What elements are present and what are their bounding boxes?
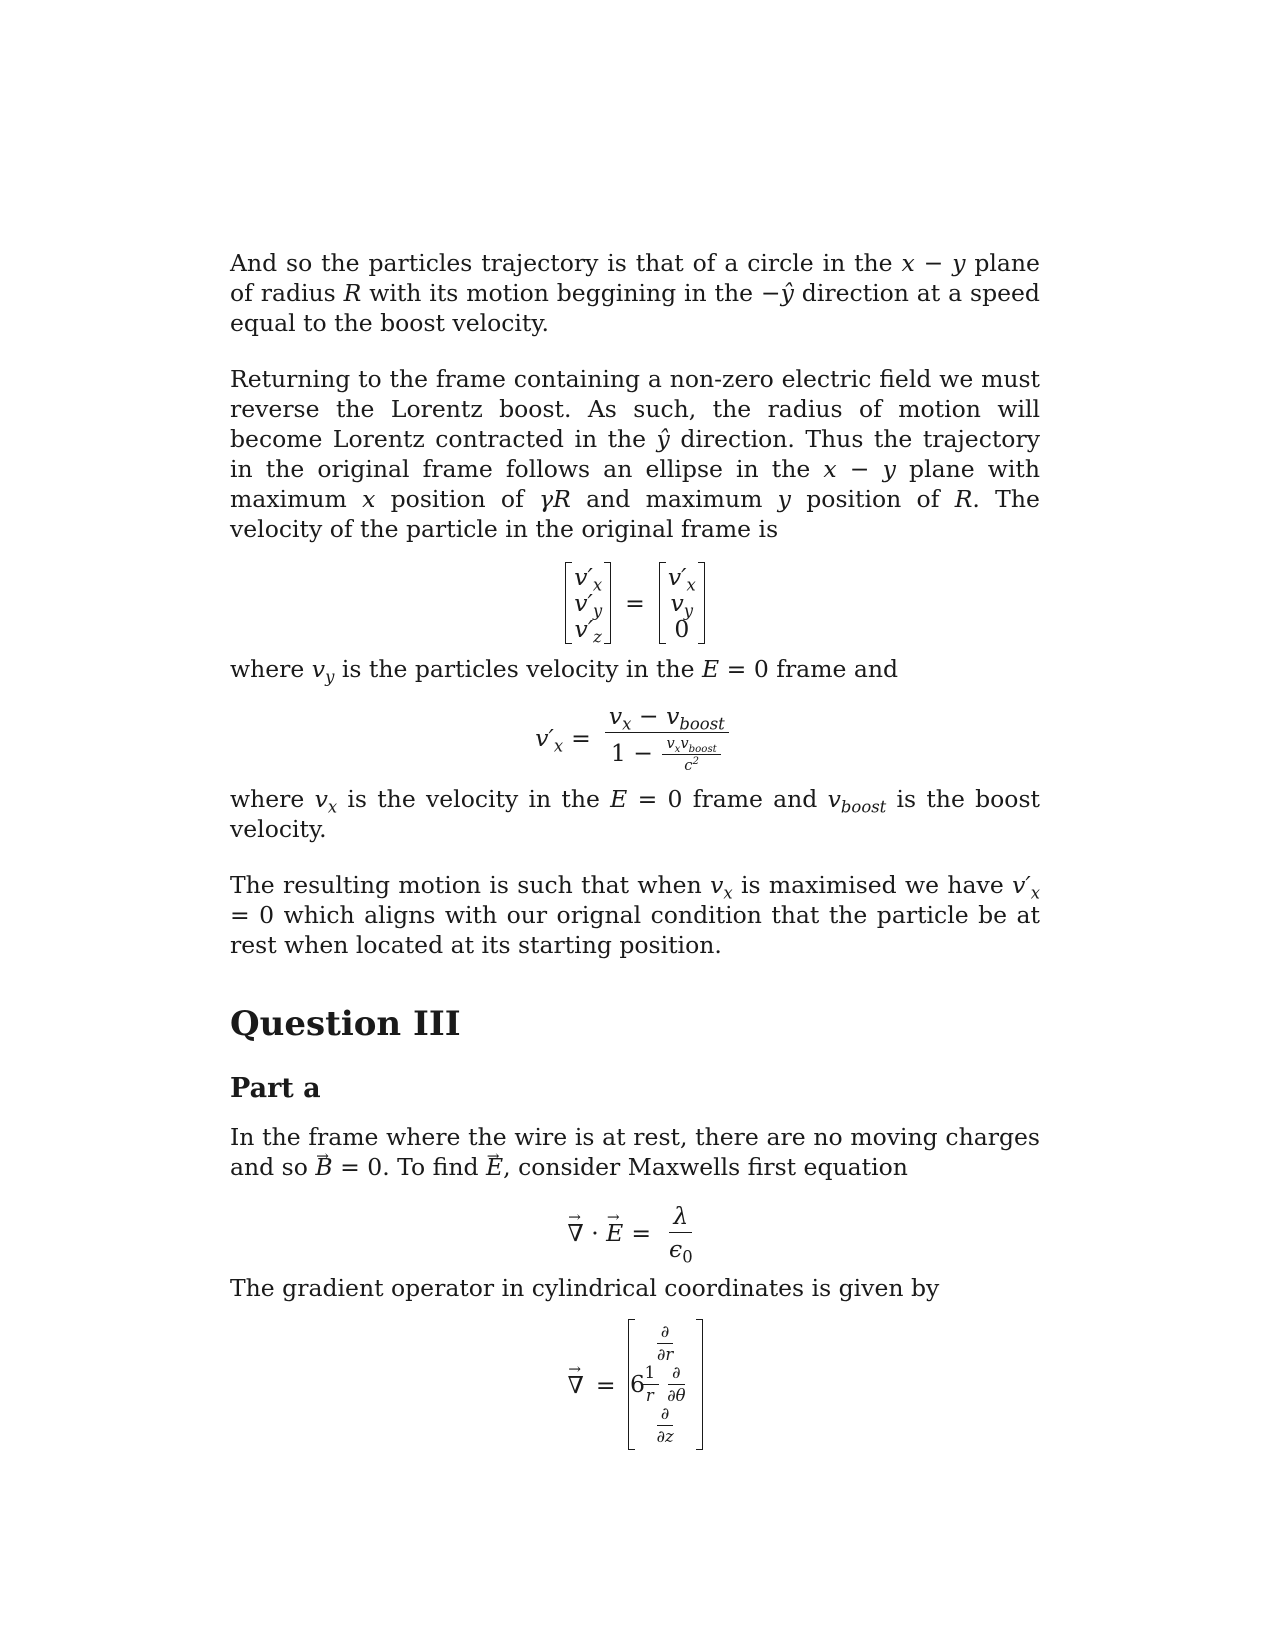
paragraph-vx-definition: where $v_x$ is the velocity in the E = 0 frame and $v_{boost}$ is the boost velocity. [230, 785, 1040, 843]
equation-gauss-law: → ∇ · → E = $\frac{\lambda}{\epsilon_0}$ [230, 1202, 1040, 1263]
equation-velocity-vector: $v'_x$ $v'_y$ $v'_z$ = $v'_x$ $v_y$ 0 [230, 562, 1040, 644]
paragraph-lorentz-boost: Returning to the frame containing a non-zero electric field we must reverse the Lorentz boost. As such, the radius of motion will become Lorentz contracted in the ŷ direction. Thus the trajectory in the original frame follows an ellipse in the x − y plane with maximum x position of γR and maximum y position of R. The velocity of the particle in the original frame is [230, 365, 1040, 543]
fraction-velocity-addition: $v_x - v_{boost}$ 1 − $\frac{v_xv_{boost}}{c^2}$ [605, 702, 729, 774]
paragraph-resulting-motion: The resulting motion is such that when $v_x$ is maximised we have $v'_x = 0$ which aligns with our orignal condition that the particle be at rest when located at its starting position. [230, 871, 1040, 959]
matrix-velocity-primed: $v'_x$ $v'_y$ $v'_z$ [565, 562, 611, 644]
page-number: 6 [630, 1370, 645, 1398]
section-heading: Question III [230, 1004, 461, 1044]
paragraph-vy-definition: where $v_y$ is the particles velocity in the E = 0 frame and [230, 655, 899, 687]
equation-velocity-transform: $v'_x$ = $v_x - v_{boost}$ 1 − $\frac{v_xv_{boost}}{c^2}$ [230, 702, 1040, 774]
matrix-velocity-components: $v'_x$ $v_y$ 0 [659, 562, 705, 644]
paragraph-trajectory-circle: And so the particles trajectory is that of a circle in the x − y plane of radius R with its motion beggining in the −ŷ direction at a speed equal to the boost velocity. [230, 249, 1040, 337]
paragraph-wire-rest-frame: In the frame where the wire is at rest, there are no moving charges and so → B = 0. To find → E, consider Maxwells first equation [230, 1122, 1040, 1182]
matrix-gradient: $\frac{\partial}{\partial r}$ $\frac{1}{r}$ $\frac{\partial}{\partial\theta}$ $\frac{\partial}{\partial z}$ [628, 1319, 703, 1450]
equation-gradient-cylindrical: → ∇ = $\frac{\partial}{\partial r}$ $\frac{1}{r}$ $\frac{\partial}{\partial\theta}$ $\frac{\partial}{\partial z}$ [230, 1319, 1040, 1450]
paragraph-gradient-operator: The gradient operator in cylindrical coordinates is given by [230, 1274, 940, 1302]
subsection-heading: Part a [230, 1073, 321, 1104]
page-body [230, 248, 1040, 1460]
